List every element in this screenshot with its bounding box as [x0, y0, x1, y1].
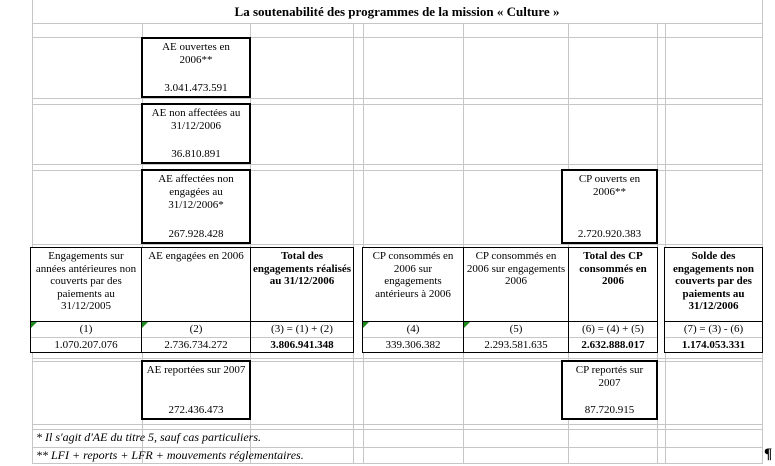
grid-hline: [32, 463, 763, 464]
box-ae-non-affectees: [141, 103, 251, 164]
column-header: AE engagées en 2006: [142, 248, 250, 322]
column-header: Engagements sur années antérieures non couverts par des paiements au 31/12/2005: [31, 248, 141, 322]
grid-hline: [32, 23, 763, 24]
column-header: CP consommés en 2006 sur engagements antérieurs à 2006: [363, 248, 463, 322]
formula-label: (2): [189, 323, 203, 335]
box-label: CP reportés sur 2007: [575, 364, 644, 389]
grid-hline: [32, 98, 763, 99]
column-header: CP consommés en 2006 sur engagements 2006: [464, 248, 568, 322]
column-header: Total des CP consommés en 2006: [569, 248, 657, 322]
value-cell: 2.736.734.272: [164, 339, 228, 351]
box-label: AE ouvertes en 2006**: [162, 41, 230, 66]
box-cp-reportes: [561, 360, 658, 420]
formula-row-cell: [31, 322, 141, 338]
error-flag-icon: [31, 322, 37, 328]
formula-label: (6) = (4) + (5): [582, 323, 644, 335]
formula-row-cell: [251, 322, 353, 338]
box-value: 3.041.473.591: [164, 82, 228, 94]
error-flag-icon: [142, 322, 148, 328]
formula-row-cell: [464, 322, 568, 338]
grid-vline: [463, 23, 464, 463]
grid-vline: [353, 23, 354, 463]
formula-label: (1): [79, 323, 93, 335]
formula-label: (3) = (1) + (2): [271, 323, 333, 335]
col-total-cp: [568, 247, 658, 353]
grid-vline: [32, 0, 33, 463]
box-value: 272.436.473: [168, 404, 224, 416]
footnote-lfi: ** LFI + reports + LFR + mouvements réglementaires.: [36, 448, 304, 462]
formula-row-cell: [142, 322, 250, 338]
col-cp-engagements-anterieurs: [362, 247, 464, 353]
column-header: Total des engagements réalisés au 31/12/2006: [251, 248, 353, 322]
box-cp-ouverts: [561, 169, 658, 244]
formula-row-cell: [665, 322, 762, 338]
col-cp-engagements-2006: [463, 247, 569, 353]
footnote-titre5: * Il s'agit d'AE du titre 5, sauf cas particuliers.: [36, 430, 262, 444]
table-title: La soutenabilité des programmes de la mission « Culture »: [234, 4, 560, 19]
value-cell: 3.806.941.348: [270, 339, 334, 351]
col-total-engagements: [250, 247, 354, 353]
error-flag-icon: [363, 322, 369, 328]
col-solde-engagements: [664, 247, 763, 353]
box-value: 267.928.428: [168, 228, 224, 240]
col-ae-engagees: [141, 247, 251, 353]
grid-hline: [32, 244, 763, 245]
value-cell: 2.293.581.635: [484, 339, 548, 351]
box-label: CP ouverts en 2006**: [578, 173, 641, 198]
formula-label: (5): [509, 323, 523, 335]
box-ae-affectees-non-engagees: [141, 169, 251, 244]
column-header: Solde des engagements non couverts par des paiements au 31/12/2006: [665, 248, 762, 322]
box-ae-reportees: [141, 360, 251, 420]
grid-hline: [32, 164, 763, 165]
box-ae-ouvertes: [141, 37, 251, 98]
box-value: 2.720.920.383: [577, 228, 642, 240]
grid-vline: [665, 23, 666, 463]
grid-hline: [32, 358, 763, 359]
formula-label: (7) = (3) - (6): [683, 323, 744, 335]
grid-hline: [32, 424, 763, 425]
grid-vline: [363, 23, 364, 463]
box-value: 87.720.915: [584, 404, 635, 416]
box-label: AE affectées non engagées au 31/12/2006*: [158, 173, 234, 211]
pilcrow-mark-icon: ¶: [764, 446, 773, 462]
formula-row-cell: [569, 322, 657, 338]
formula-row-cell: [363, 322, 463, 338]
value-cell: 1.070.207.076: [54, 339, 118, 351]
box-value: 36.810.891: [171, 148, 221, 160]
error-flag-icon: [464, 322, 470, 328]
value-cell: 2.632.888.017: [581, 339, 645, 351]
box-label: AE reportées sur 2007: [146, 364, 246, 376]
box-label: AE non affectées au 31/12/2006: [151, 107, 241, 132]
grid-vline: [762, 0, 763, 463]
col-engagements-anterieurs: [30, 247, 142, 353]
value-cell: 339.306.382: [385, 339, 441, 351]
formula-label: (4): [406, 323, 420, 335]
value-cell: 1.174.053.331: [681, 339, 746, 351]
